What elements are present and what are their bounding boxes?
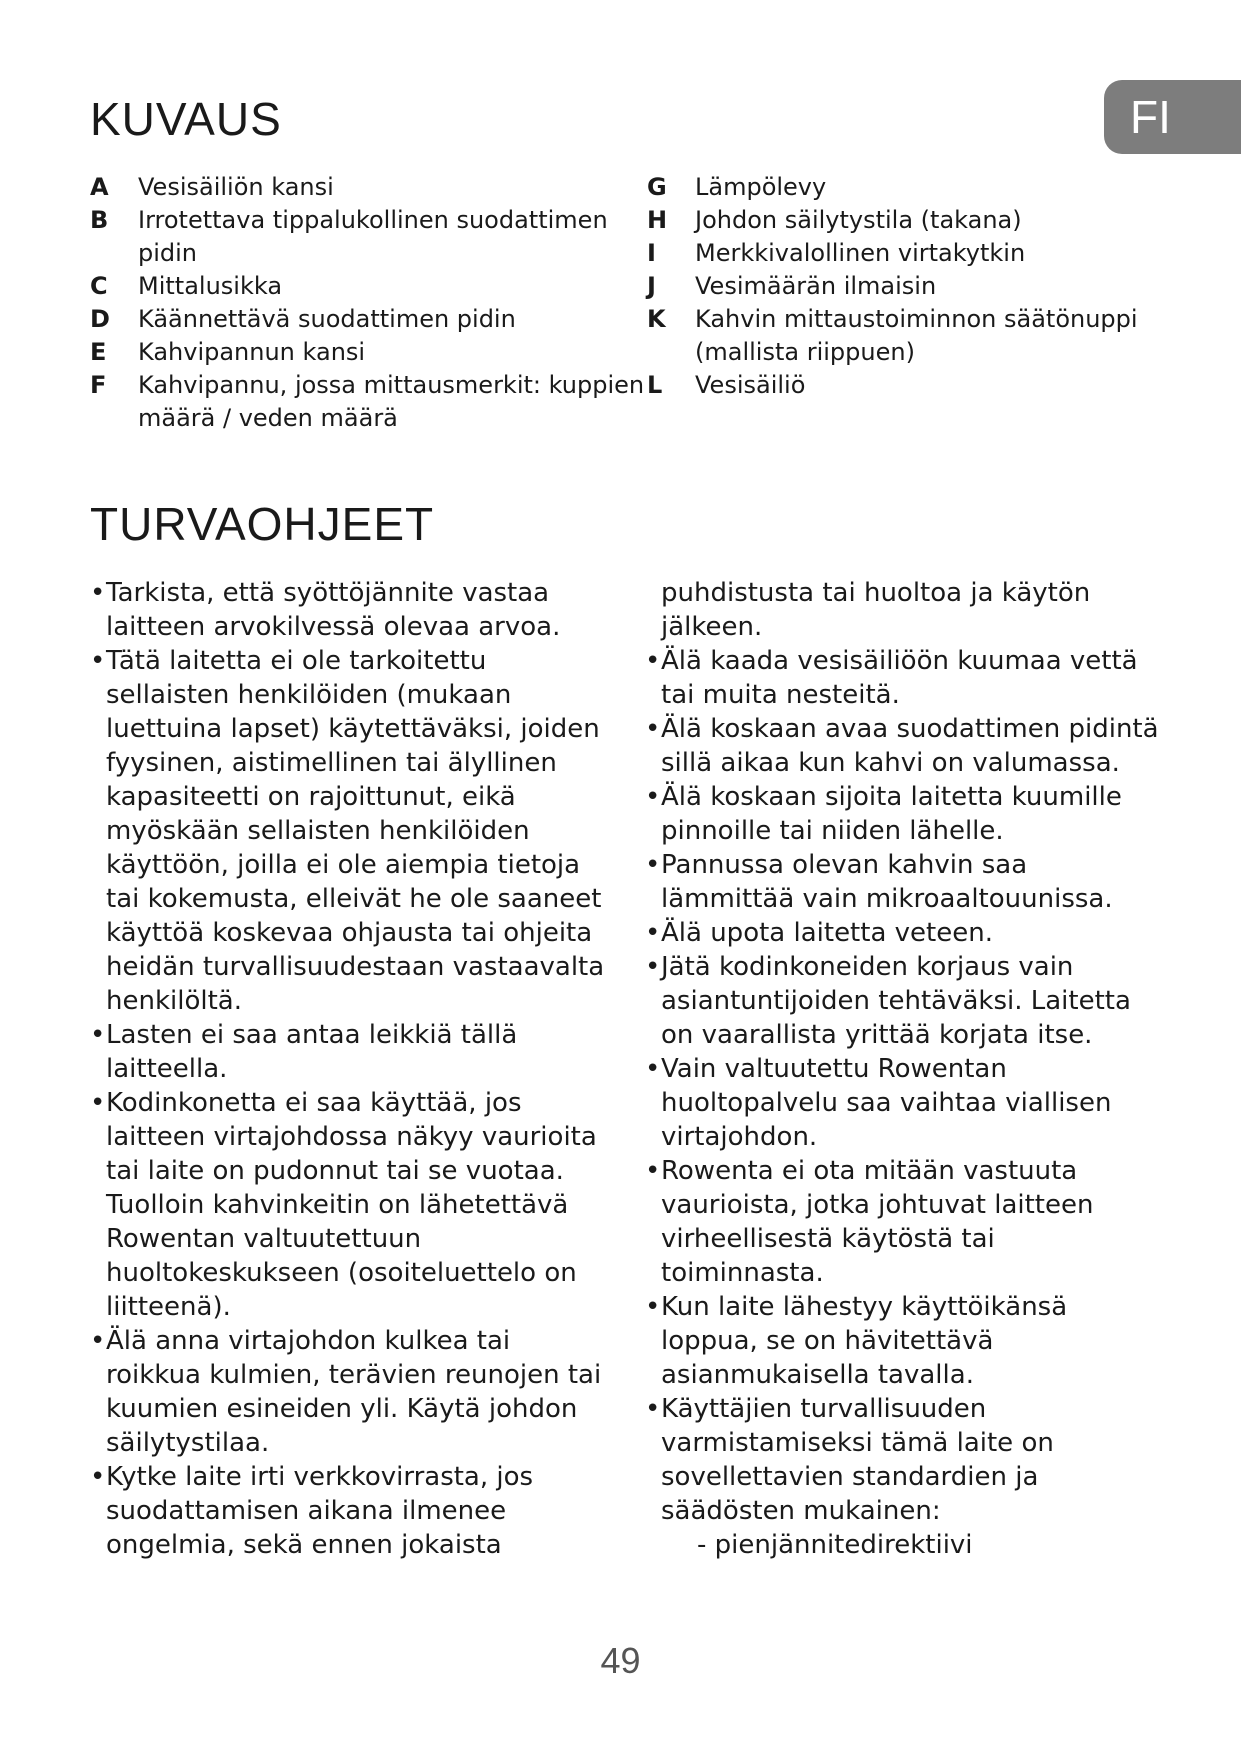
safety-item: • Älä upota laitetta veteen. — [645, 916, 1165, 950]
legend-item-b — [90, 204, 650, 270]
legend-text: Johdon säilytystila (takana) — [695, 206, 1022, 234]
language-tab: FI — [1104, 80, 1241, 154]
safety-item: • Jätä kodinkoneiden korjaus vain asiantuntijoiden tehtäväksi. Laitetta on vaarallista yrittää korjata itse. — [645, 950, 1165, 1052]
legend-text: Lämpölevy — [695, 173, 827, 201]
legend-item-e — [90, 336, 650, 369]
legend-text: Mittalusikka — [138, 272, 283, 300]
legend-text: Käännettävä suodattimen pidin — [138, 305, 516, 333]
safety-subitem: - pienjännitedirektiivi — [697, 1530, 973, 1560]
legend-key: I — [647, 239, 656, 267]
safety-item: • Lasten ei saa antaa leikkiä tällä laitteella. — [90, 1018, 610, 1086]
legend-key: E — [90, 338, 107, 366]
legend-item-j — [647, 270, 1207, 303]
safety-item: • Tätä laitetta ei ole tarkoitettu sellaisten henkilöiden (mukaan luettuina lapset) käytettäväksi, joiden fyysinen, aistimellinen tai älyllinen kapasiteetti on rajoittunut, eikä myöskään sellaisten henkilöiden käyttöön, joilla ei ole aiempia tietoja tai kokemusta, elleivät he ole saaneet käyttöä koskevaa ohjausta tai ohjeita heidän turvallisuudestaan vastaavalta henkilöltä. — [90, 644, 610, 1018]
legend-item-k — [647, 303, 1207, 369]
legend-key: K — [647, 305, 666, 333]
legend-item-c — [90, 270, 650, 303]
legend-text: Vesimäärän ilmaisin — [695, 272, 937, 300]
legend-key: G — [647, 173, 667, 201]
turvaohjeet-heading: TURVAOHJEET — [90, 498, 435, 550]
kuvaus-legend-right — [647, 171, 1207, 402]
safety-item: • Kun laite lähestyy käyttöikänsä loppua, se on hävitettävä asianmukaisella tavalla. — [645, 1290, 1165, 1392]
page-number: 49 — [600, 1640, 641, 1681]
legend-text: Kahvipannun kansi — [138, 338, 366, 366]
kuvaus-heading: KUVAUS — [90, 93, 282, 145]
legend-key: L — [647, 371, 663, 399]
legend-key: F — [90, 371, 107, 399]
legend-key: C — [90, 272, 108, 300]
legend-item-f — [90, 369, 650, 435]
safety-item: • Kytke laite irti verkkovirrasta, jos suodattamisen aikana ilmenee ongelmia, sekä ennen jokaista — [90, 1460, 610, 1562]
safety-item: • Pannussa olevan kahvin saa lämmittää vain mikroaaltouunissa. — [645, 848, 1165, 916]
legend-key: A — [90, 173, 109, 201]
legend-text: Kahvin mittaustoiminnon säätönuppi (mallista riippuen) — [695, 305, 1138, 366]
safety-column-right — [645, 576, 1165, 1562]
legend-key: D — [90, 305, 110, 333]
safety-item: • Älä koskaan sijoita laitetta kuumille pinnoille tai niiden lähelle. — [645, 780, 1165, 848]
legend-key: H — [647, 206, 668, 234]
legend-item-d — [90, 303, 650, 336]
safety-item-continuation: puhdistusta tai huoltoa ja käytön jälkeen. — [661, 578, 1091, 642]
safety-item: • Älä kaada vesisäiliöön kuumaa vettä tai muita nesteitä. — [645, 644, 1165, 712]
safety-item: • Kodinkonetta ei saa käyttää, jos laitteen virtajohdossa näkyy vaurioita tai laite on pudonnut tai se vuotaa. Tuolloin kahvinkeitin on lähetettävä Rowentan valtuutettuun huoltokeskukseen (osoiteluettelo on liitteenä). — [90, 1086, 610, 1324]
legend-item-l — [647, 369, 1207, 402]
safety-item: • Käyttäjien turvallisuuden varmistamiseksi tämä laite on sovellettavien standardien ja säädösten mukainen: — [645, 1392, 1165, 1528]
legend-key: J — [647, 272, 656, 300]
legend-item-a — [90, 171, 650, 204]
legend-key: B — [90, 206, 109, 234]
legend-text: Kahvipannu, jossa mittausmerkit: kuppien määrä / veden määrä — [138, 371, 645, 432]
safety-item: • Älä anna virtajohdon kulkea tai roikkua kulmien, terävien reunojen tai kuumien esineiden yli. Käytä johdon säilytystilaa. — [90, 1324, 610, 1460]
safety-item: • Vain valtuutettu Rowentan huoltopalvelu saa vaihtaa viallisen virtajohdon. — [645, 1052, 1165, 1154]
legend-item-h — [647, 204, 1207, 237]
safety-item: • Rowenta ei ota mitään vastuuta vaurioista, jotka johtuvat laitteen virheellisestä käytöstä tai toiminnasta. — [645, 1154, 1165, 1290]
legend-text: Irrotettava tippalukollinen suodattimen pidin — [138, 206, 608, 267]
legend-text: Merkkivalollinen virtakytkin — [695, 239, 1026, 267]
legend-item-i — [647, 237, 1207, 270]
safety-item: • Tarkista, että syöttöjännite vastaa laitteen arvokilvessä olevaa arvoa. — [90, 576, 610, 644]
legend-item-g — [647, 171, 1207, 204]
legend-text: Vesisäiliön kansi — [138, 173, 334, 201]
safety-column-left — [90, 576, 610, 1562]
safety-item: • Älä koskaan avaa suodattimen pidintä sillä aikaa kun kahvi on valumassa. — [645, 712, 1165, 780]
kuvaus-legend-left — [90, 171, 650, 435]
legend-text: Vesisäiliö — [695, 371, 806, 399]
